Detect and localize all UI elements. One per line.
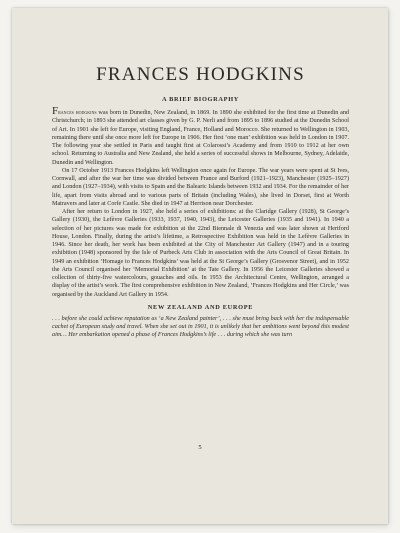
paragraph-text: was born in Dunedin, New Zealand, in 1869. In 1890 she exhibited for the first time at Dunedin and Christchurch; in 1893 she attended art classes given by G. P. Nerli and from 1895 to 1896 studied at the Dunedin School of Art. In 1901 she left for Europe, visiting England, France, Holland and Morocco. She returned to Wellington in 1903, remaining there until she once more left for Europe in 1906. Her first ‘one man’ exhibition was held in London in 1907. The following year she settled in Paris and taught first at Colarossi’s Academy and from 1910 to 1912 at her own school. Returning to Australia and New Zealand, she held a series of successful shows in Melbourne, Sydney, Adelaide, Dunedin and Wellington. bbox=[52, 110, 349, 166]
biography-paragraph-2: On 17 October 1913 Frances Hodgkins left Wellington once again for Europe. The war years were spent at St Ives, Cornwall, and after the war her time was divided between France and Burford (1921–1923), Manchester (1925–1927) and London (1927–1934), with visits to Spain and the Balearic Islands between 1932 and 1934. For the remainder of her life, apart from visits abroad and to various parts of Britain (including Wales), she lived in Dorset, first at Worth Matravers and later at Corfe Castle. She died in 1947 at Herrison near Dorchester. bbox=[52, 167, 349, 207]
section-heading-biography: A BRIEF BIOGRAPHY bbox=[161, 96, 240, 103]
book-page bbox=[12, 8, 388, 524]
page-number: 5 bbox=[198, 444, 202, 451]
biography-paragraph-1 bbox=[52, 107, 349, 167]
section-heading-new-zealand: NEW ZEALAND AND EUROPE bbox=[147, 303, 254, 311]
page-title: FRANCES HODGKINS bbox=[96, 64, 305, 85]
page-content bbox=[52, 64, 349, 340]
biography-paragraph-3: After her return to London in 1927, she held a series of exhibitions: at the Claridge Gallery (1928), St George’s Gallery (1930), the Lefèvre Galleries (1933, 1937, 1940, 1943), the Leicester Galleries (1935 and 1941). In 1940 a selection of her pictures was made for exhibition at the 22nd Biennale di Venezia and was later shown at Hertford House, London. Finally, during the artist’s lifetime, a Retrospective Exhibition was held in the Lefèvre Galleries in 1946. Since her death, her work has been exhibited at the City of Manchester Art Gallery (1947) and in a touring exhibition (1948) sponsored by the Isle of Purbeck Arts Club in association with the Arts Council of Great Britain. In 1949 an exhibition ‘Homage to Frances Hodgkins’ was held at the St George’s Gallery (Grosvenor Street), and in 1952 the Arts Council organised her ‘Memorial Exhibition’ at the Tate Gallery. In 1956 the Leicester Galleries showed a collection of thirty-five watercolours, gouaches and oils. In 1953 the Architectural Centre, Wellington, arranged a display of the artist’s work. The first comprehensive exhibition in New Zealand, ‘Frances Hodgkins and Her Circle,’ was organised by the Auckland Art Gallery in 1954. bbox=[52, 209, 349, 298]
drop-cap: F bbox=[52, 105, 59, 117]
opening-smallcaps: rances hodgkins bbox=[58, 110, 97, 116]
quotation-paragraph: . . . before she could achieve reputation as ‘a New Zealand painter’, . . . she must bring back with her the indispensable cachet of European study and travel. When she set out in 1901, it is unlikely that her ambitions went beyond this modest aim… Her embarkation opened a phase of Frances Hodgkins’s life . . . during which she was turn bbox=[52, 315, 349, 339]
